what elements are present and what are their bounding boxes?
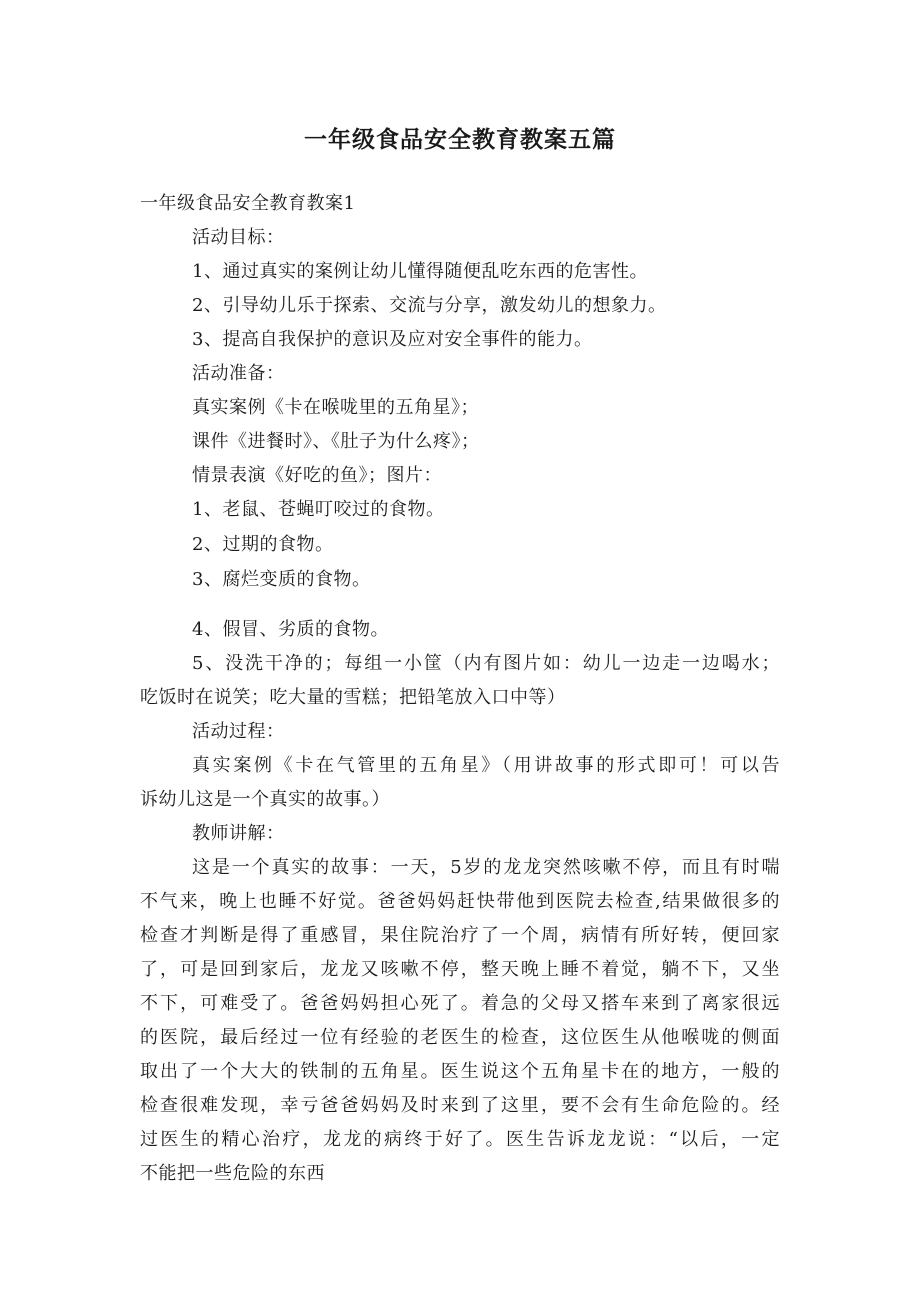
story-line-5: 不下，可难受了。爸爸妈妈担心死了。着急的父母又搭车来到了离家很远 [140,993,780,1014]
goal-item-2: 2、引导幼儿乐于探索、交流与分享，激发幼儿的想象力。 [192,295,667,316]
picture-item-5: 5、没洗干净的；每组一小筐（内有图片如：幼儿一边走一边喝水； [192,653,780,674]
section-heading: 一年级食品安全教育教案1 [140,193,356,214]
preparation-item-courseware: 课件《进餐时》、《肚子为什么疼》； [192,431,480,452]
picture-item-1: 1、老鼠、苍蝇叮咬过的食物。 [192,499,445,520]
story-line-2: 不气来，晚上也睡不好觉。爸爸妈妈赶快带他到医院去检查,结果做很多的 [140,891,780,912]
goals-heading: 活动目标： [192,227,285,248]
picture-item-5-cont: 吃饭时在说笑；吃大量的雪糕；把铅笔放入口中等） [140,687,566,708]
preparation-heading: 活动准备： [192,363,285,384]
story-line-6: 的医院，最后经过一位有经验的老医生的检查，这位医生从他喉咙的侧面 [140,1027,780,1048]
picture-item-2: 2、过期的食物。 [192,534,334,555]
goal-item-3: 3、提高自我保护的意识及应对安全事件的能力。 [192,329,593,350]
story-line-8: 检查很难发现，幸亏爸爸妈妈及时来到了这里，要不会有生命危险的。经 [140,1095,780,1116]
preparation-item-performance: 情景表演《好吃的鱼》；图片： [192,465,442,486]
picture-item-3: 3、腐烂变质的食物。 [192,569,371,590]
preparation-item-case: 真实案例《卡在喉咙里的五角星》； [192,397,479,418]
story-line-10: 不能把一些危险的东西 [140,1163,325,1184]
document-title: 一年级食品安全教育教案五篇 [304,127,616,153]
teacher-explain-heading: 教师讲解： [192,823,285,844]
story-line-4: 了，可是回到家后，龙龙又咳嗽不停，整天晚上睡不着觉，躺不下，又坐 [140,959,780,980]
story-line-3: 检查才判断是得了重感冒，果住院治疗了一个周，病情有所好转，便回家 [140,925,780,946]
story-line-1: 这是一个真实的故事：一天，5岁的龙龙突然咳嗽不停，而且有时喘 [192,857,780,878]
story-line-7: 取出了一个大大的铁制的五角星。医生说这个五角星卡在的地方，一般的 [140,1061,780,1082]
story-line-9: 过医生的精心治疗，龙龙的病终于好了。医生告诉龙龙说：“以后，一定 [140,1129,780,1150]
process-heading: 活动过程： [192,721,285,742]
process-case-line-1: 真实案例《卡在气管里的五角星》（用讲故事的形式即可！可以告 [192,755,780,776]
goal-item-1: 1、通过真实的案例让幼儿懂得随便乱吃东西的危害性。 [192,261,648,282]
process-case-line-2: 诉幼儿这是一个真实的故事。） [140,789,390,810]
picture-item-4: 4、假冒、劣质的食物。 [192,619,389,640]
